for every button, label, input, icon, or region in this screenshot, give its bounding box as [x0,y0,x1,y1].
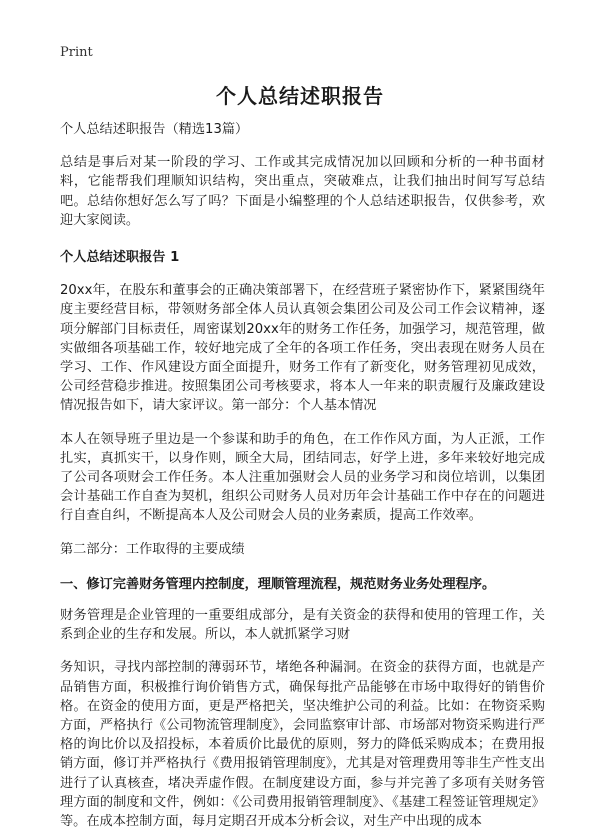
intro-paragraph: 总结是事后对某一阶段的学习、工作或其完成情况加以回顾和分析的一种书面材料，它能帮我们理顺知识结构，突出重点，突破难点，让我们抽出时间写写总结吧。总结你想好怎么写了吗？下面是小编整理的个人总结述职报告，仅供参考，欢迎大家阅读。 [60,155,545,228]
part-heading: 第二部分：工作取得的主要成绩 [60,541,245,557]
body-paragraph: 本人在领导班子里边是一个参谋和助手的角色，在工作作风方面，为人正派，工作扎实，真抓实干，以身作则，顾全大局，团结同志，好学上进，多年来较好地完成了公司各项财会工作任务。本人注重加强财会人员的业务学习和岗位培训，以集团会计基础工作自查为契机，组织公司财务人员对历年会计基础工作中存在的问题进行自查自纠，不断提高本人及公司财会人员的业务素质，提高工作效率。 [60,431,545,524]
body-paragraph: 务知识，寻找内部控制的薄弱环节，堵绝各种漏洞。在资金的获得方面，也就是产品销售方面，积极推行询价销售方式，确保每批产品能够在市场中取得好的销售价格。在资金的使用方面，更是严格把关，坚决维护公司的利益。比如：在物资采购方面，严格执行《公司物流管理制度》，会同监察审计部、市场部对物资采购进行严格的询比价以及招投标，本着质价比最优的原则，努力的降低采购成本；在费用报销方面，修订并严格执行《费用报销管理制度》，尤其是对管理费用等非生产性支出进行了认真核查，堵决弄虚作假。在制度建设方面，参与并完善了多项有关财务管理方面的制度和文件，例如：《公司费用报销管理制度》、《基建工程签证管理规定》等。在成本控制方面，每月定期召开成本分析会议，对生产中出现的成本 [60,660,545,830]
document-title: 个人总结述职报告 [216,84,384,108]
subsection-heading: 一、修订完善财务管理内控制度，理顺管理流程，规范财务业务处理程序。 [60,576,496,592]
body-paragraph: 财务管理是企业管理的一重要组成部分，是有关资金的获得和使用的管理工作，关系到企业的生存和发展。所以，本人就抓紧学习财 [60,608,545,643]
section-heading: 个人总结述职报告 1 [60,250,180,266]
document-subtitle: 个人总结述职报告（精选13篇） [60,122,249,137]
document-body [60,120,545,831]
body-paragraph: 20xx年，在股东和董事会的正确决策部署下，在经营班子紧密协作下，紧紧围绕年度主要经营目标，带领财务部全体人员认真领会集团公司及公司工作会议精神，逐项分解部门目标责任，周密谋划20xx年的财务工作任务，加强学习，规范管理，做实做细各项基础工作，较好地完成了全年的各项工作任务，突出表现在财务人员在学习、工作、作风建设方面全面提升，财务工作有了新变化，财务管理初见成效，公司经营稳步推进。按照集团公司考核要求，将本人一年来的职责履行及廉政建设情况报告如下，请大家评议。第一部分：个人基本情况 [60,283,545,414]
print-link[interactable]: Print [60,45,93,60]
